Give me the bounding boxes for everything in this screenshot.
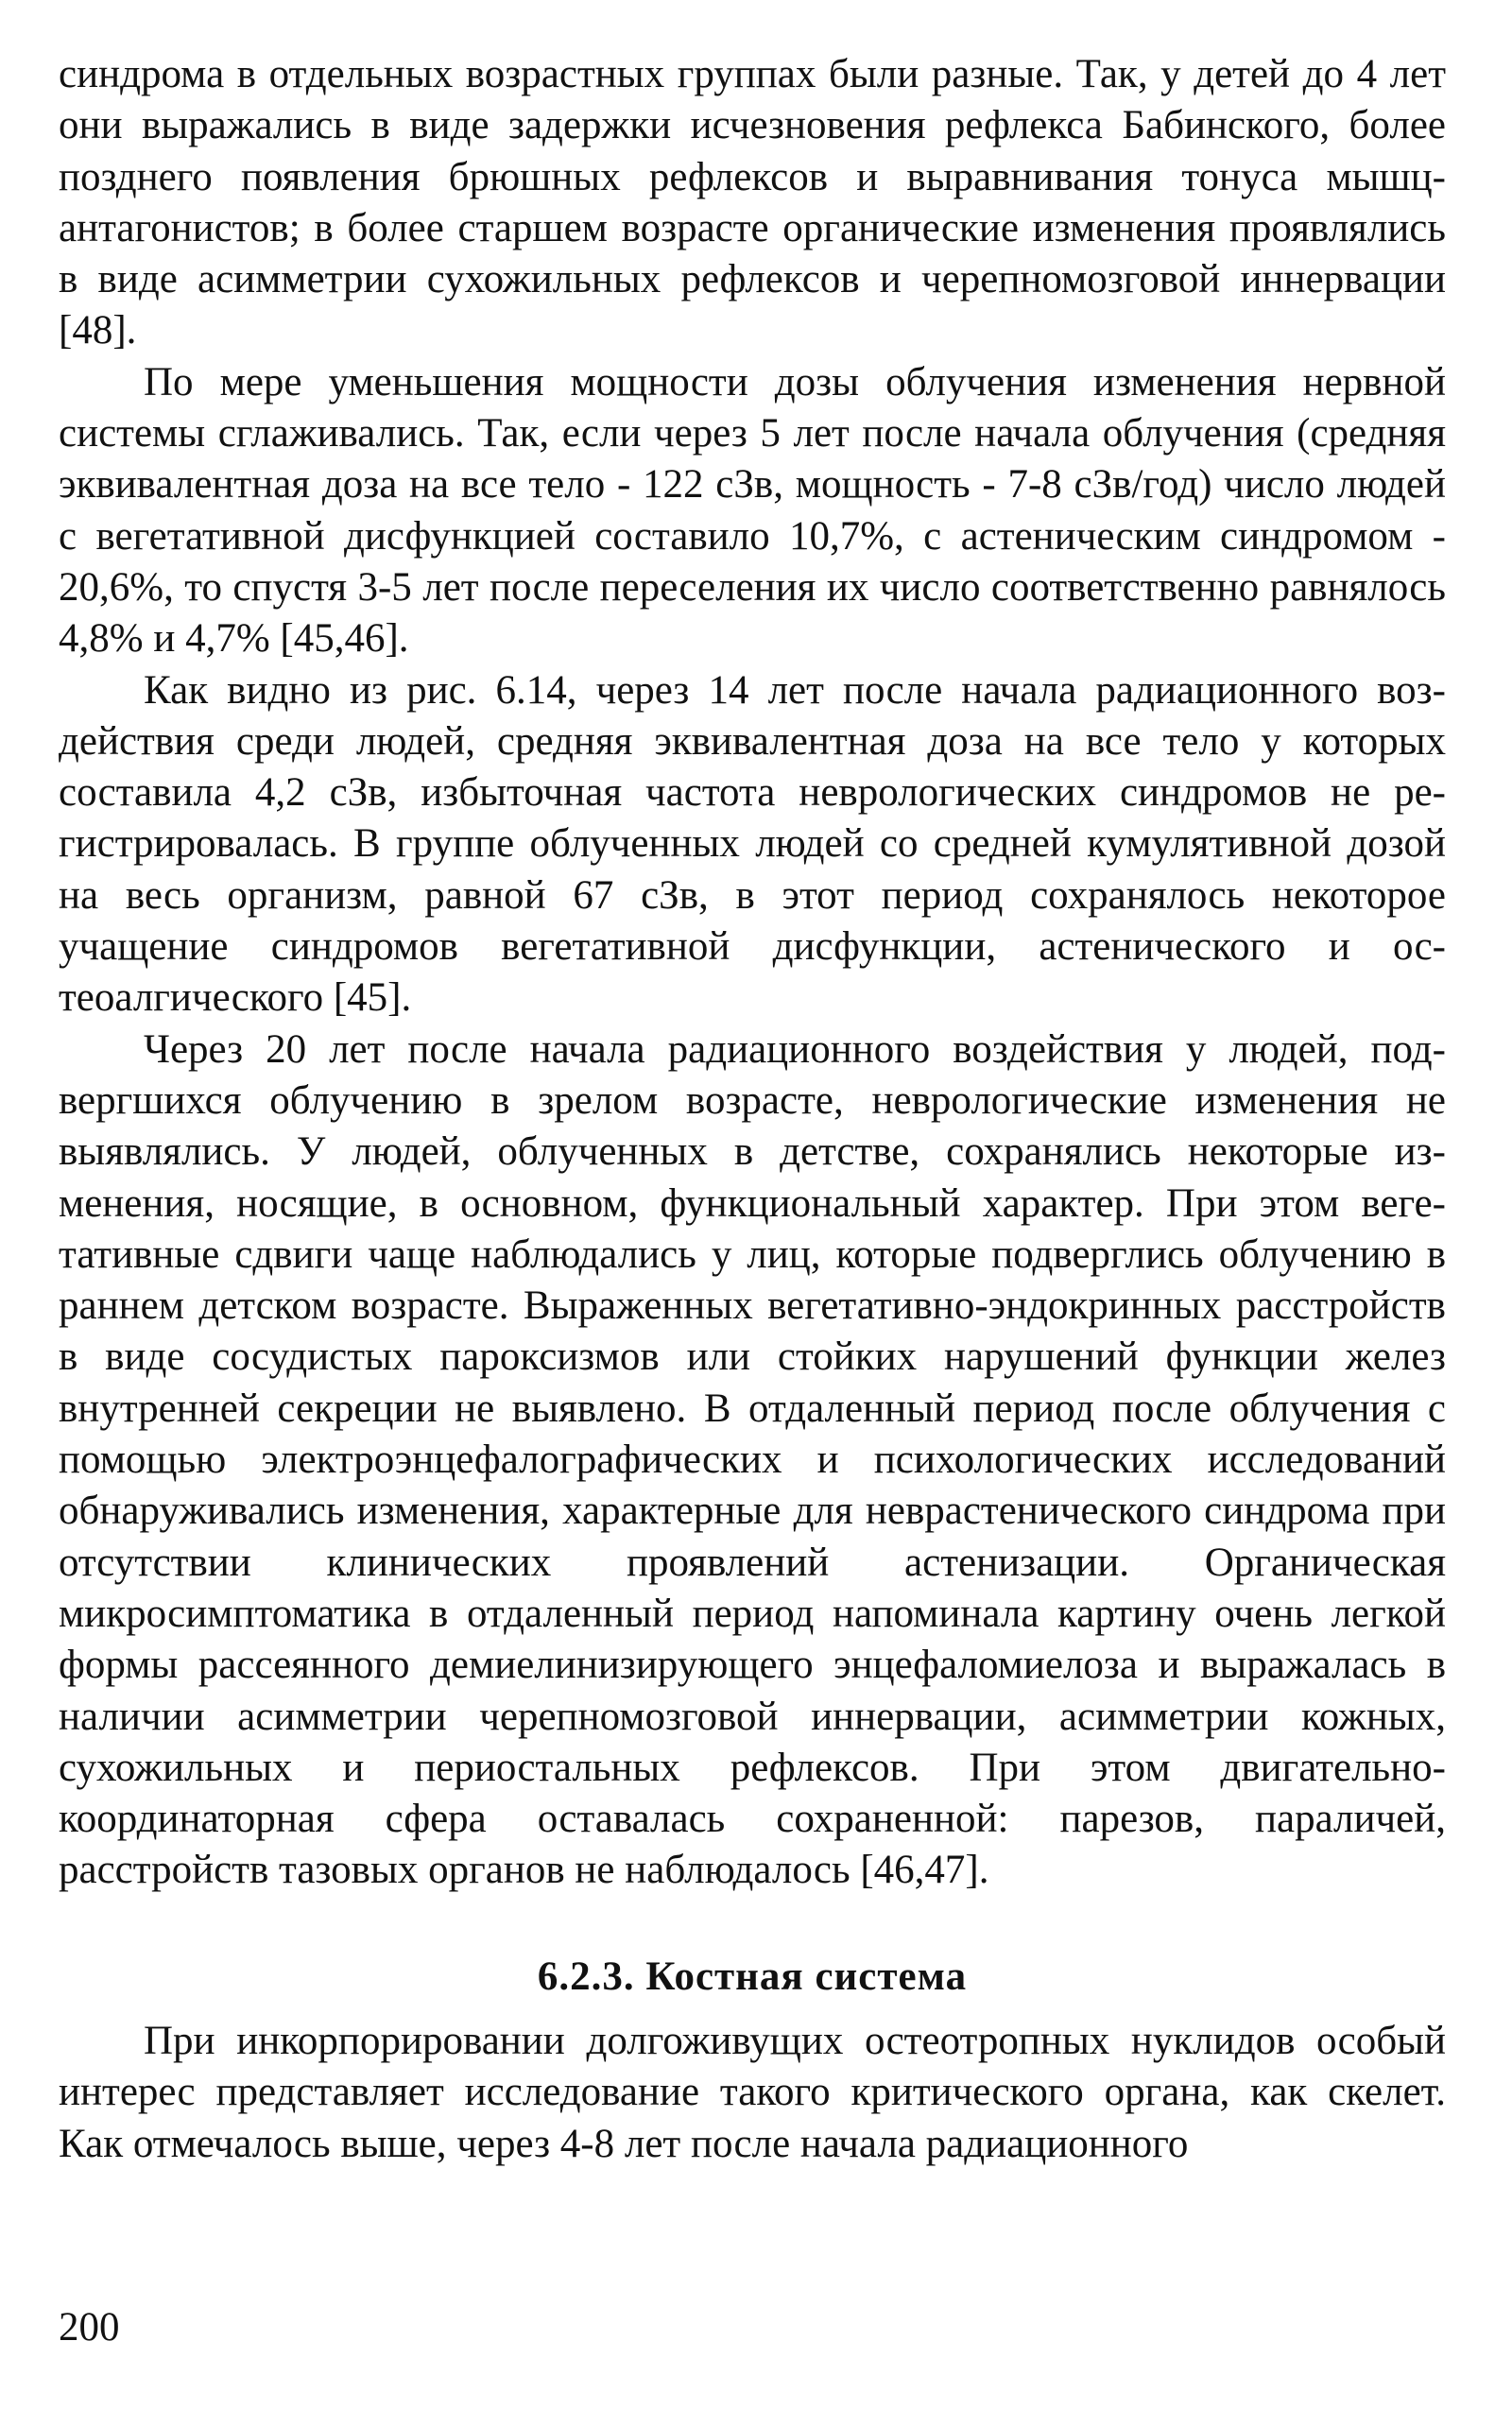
page-number: 200 [59, 2305, 120, 2350]
paragraph-dose-reduction: По мере уменьшения мощности дозы облучения изменения нервной системы сглаживались. Так, если через 5 лет после начала облучения (средняя эквивалентная доза на все тело - 122 сЗв, мощность - 7-8 сЗв/год) число людей с вегетативной дисфункцией составило 10,7%, с астеническим синдромом - 20,6%, то спустя 3-5 лет после переселения их число соответственно равнялось 4,8% и 4,7% [45,46]. [59, 359, 1446, 662]
paragraph-figure-reference: Как видно из рис. 6.14, через 14 лет после начала радиационного воздействия среди людей, средняя эквивалентная доза на все тело у которых составила 4,2 сЗв, избыточная частота неврологических синдромов не регистрировалась. В группе облученных людей со средней кумулятивной дозой на весь организм, равной 67 сЗв, в этот период сохранялось некоторое учащение синдромов вегетативной дисфункции, астенического и остеоалгического [45]. [59, 667, 1446, 1021]
page-body [59, 49, 1446, 2170]
section-heading: 6.2.3. Костная система [537, 1954, 968, 1999]
paragraph-bone-system: При инкорпорировании долгоживущих остеотропных нуклидов особый интерес представляет исследование такого критического органа, как скелет. Как отмечалось выше, через 4-8 лет после начала радиационного [59, 2018, 1446, 2166]
paragraph-continuation: синдрома в отдельных возрастных группах были разные. Так, у детей до 4 лет они выражались в виде задержки исчезновения рефлекса Бабинского, более позднего появления брюшных рефлексов и выравнивания тонуса мышц- антагонистов; в более старшем возрасте органические изменения проявлялись в виде асимметрии сухожильных рефлексов и черепномозговой иннервации [48]. [59, 52, 1446, 353]
paragraph-twenty-years: Через 20 лет после начала радиационного воздействия у людей, подвергшихся облучению в зрелом возрасте, неврологические изменения не выявлялись. У людей, облученных в детстве, сохранялись некоторые изменения, носящие, в основном, функциональный характер. При этом вегетативные сдвиги чаще наблюдались у лиц, которые подверглись облучению в раннем детском возрасте. Выраженных вегетативно-эндокринных расстройств в виде сосудистых пароксизмов или стойких нарушений функции желез внутренней секреции не выявлено. В отдаленный период после облучения с помощью электроэнцефалографических и психологических исследований обнаруживались изменения, характерные для неврастенического синдрома при отсутствии клинических проявлений астенизации. Органическая микросимптоматика в отдаленный период напоминала картину очень легкой формы рассеянного демиелинизирующего энцефаломиелоза и выражалась в наличии асимметрии черепномозговой иннервации, асимметрии кожных, сухожильных и периостальных рефлексов. При этом двигательно-координаторная сфера оставалась сохраненной: парезов, параличей, расстройств тазовых органов не наблюдалось [46,47]. [59, 1026, 1446, 1893]
